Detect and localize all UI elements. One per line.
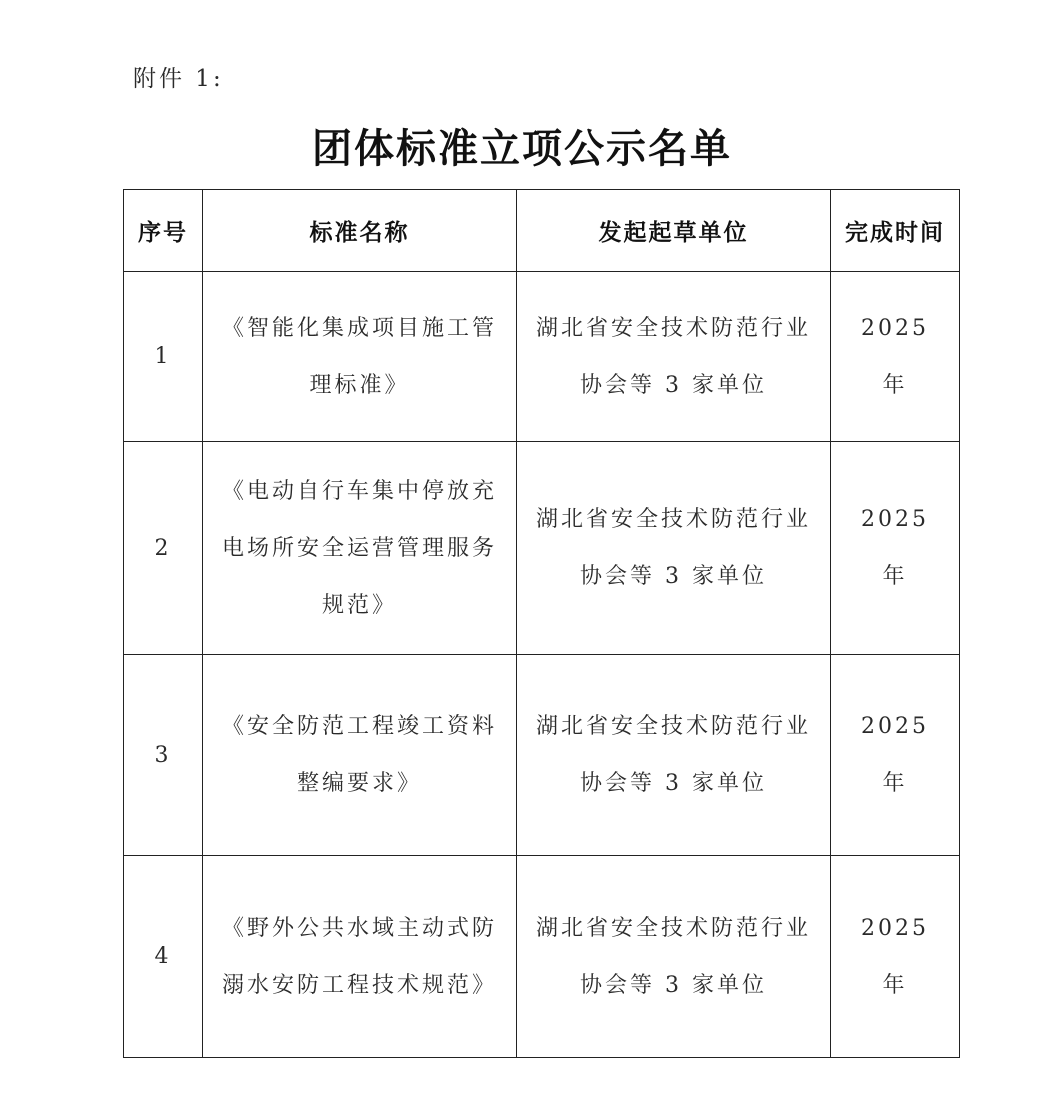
table-row <box>124 856 960 1058</box>
drafting-units: 湖北省安全技术防范行业协会等 3 家单位 <box>517 442 831 655</box>
drafting-units: 湖北省安全技术防范行业协会等 3 家单位 <box>517 272 831 442</box>
row-index: 4 <box>124 856 203 1058</box>
table-header-row <box>124 190 960 272</box>
table-row <box>124 655 960 856</box>
standard-name: 《电动自行车集中停放充电场所安全运营管理服务规范》 <box>203 442 517 655</box>
table-row <box>124 442 960 655</box>
attachment-label: 附件 1: <box>133 66 224 92</box>
header-completion-time: 完成时间 <box>831 190 960 272</box>
standard-name: 《智能化集成项目施工管理标准》 <box>203 272 517 442</box>
standard-name: 《野外公共水域主动式防溺水安防工程技术规范》 <box>203 856 517 1058</box>
header-index: 序号 <box>124 190 203 272</box>
drafting-units: 湖北省安全技术防范行业协会等 3 家单位 <box>517 655 831 856</box>
row-index: 3 <box>124 655 203 856</box>
page-title: 团体标准立项公示名单 <box>312 125 732 172</box>
drafting-units: 湖北省安全技术防范行业协会等 3 家单位 <box>517 856 831 1058</box>
completion-time: 2025 年 <box>831 272 960 442</box>
row-index: 1 <box>124 272 203 442</box>
completion-time: 2025 年 <box>831 655 960 856</box>
header-drafting-units: 发起起草单位 <box>517 190 831 272</box>
completion-time: 2025 年 <box>831 442 960 655</box>
header-standard-name: 标准名称 <box>203 190 517 272</box>
standard-name: 《安全防范工程竣工资料整编要求》 <box>203 655 517 856</box>
table-row <box>124 272 960 442</box>
row-index: 2 <box>124 442 203 655</box>
standards-table <box>123 189 960 1058</box>
completion-time: 2025 年 <box>831 856 960 1058</box>
